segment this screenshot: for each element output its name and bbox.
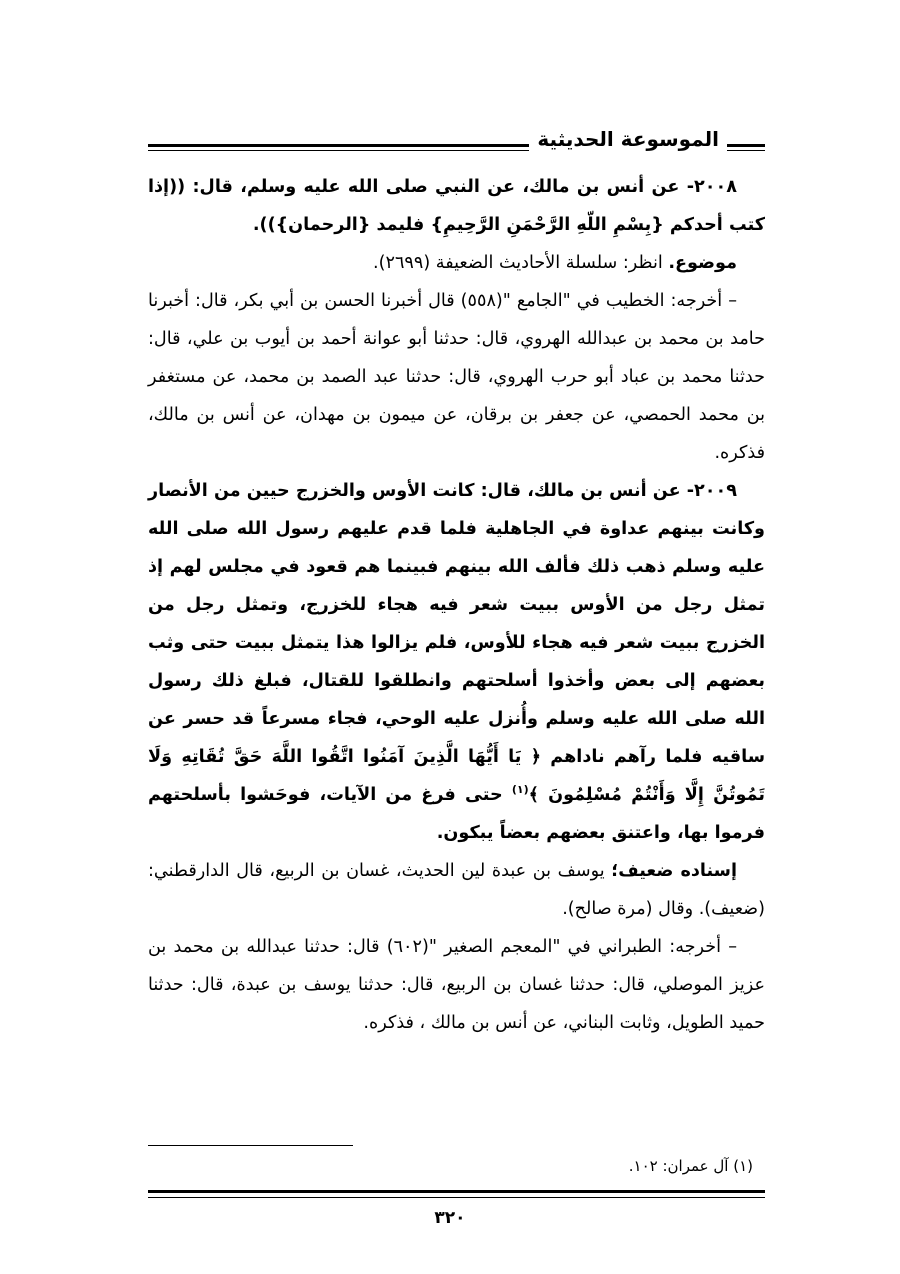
hadith-2009-ending: حتى فرغ من الآيات، فوحَشوا بأسلحتهم فرموا بها، واعتنق بعضهم بعضاً يبكون.: [148, 785, 765, 843]
hadith-2008-grade: [148, 244, 765, 282]
hadith-2009-text: [148, 472, 765, 852]
footnote: (١) آل عمران: ١٠٢.: [628, 1157, 753, 1175]
quran-verse: ﴿ يَا أَيُّهَا الَّذِينَ آمَنُوا اتَّقُوا اللَّهَ حَقَّ تُقَاتِهِ وَلَا تَمُوتُنَّ إِلَّا وَأَنْتُمْ مُسْلِمُونَ ﴾: [148, 747, 765, 805]
footer-rule-thin: [148, 1197, 765, 1198]
isnad-text: يوسف بن عبدة لين الحديث، غسان بن الربيع، قال الدارقطني: (ضعيف). وقال (مرة صالح).: [148, 861, 765, 919]
grade-text: انظر: سلسلة الأحاديث الضعيفة (٢٦٩٩).: [373, 253, 669, 273]
footer-rule: [148, 1190, 765, 1193]
page-number: ٣٢٠: [434, 1208, 466, 1228]
page-content: [148, 118, 765, 1042]
hadith-2009-takhrij: – أخرجه: الطبراني في "المعجم الصغير "(٦٠٢) قال: حدثنا عبدالله بن محمد بن عزيز الموصلي، قال: حدثنا غسان بن الربيع، قال: حدثنا يوسف بن عبدة، قال: حدثنا حميد الطويل، وثابت البناني، عن أنس بن مالك ، فذكره.: [148, 937, 765, 1033]
footnote-separator: [148, 1145, 353, 1146]
isnad-label: إسناده ضعيف؛: [611, 861, 738, 881]
grade-label: موضوع.: [668, 253, 737, 273]
footnote-ref[interactable]: (١): [511, 783, 529, 797]
hadith-2008-text: ٢٠٠٨- عن أنس بن مالك، عن النبي صلى الله عليه وسلم، قال: ((إذا كتب أحدكم {بِسْمِ اللّهِ الرَّحْمَنِ الرَّحِيمِ} فليمد {الرحمان})).: [148, 177, 765, 235]
running-header: [148, 118, 765, 158]
main-text: [148, 168, 765, 1042]
hadith-2009-narration: ٢٠٠٩- عن أنس بن مالك، قال: كانت الأوس والخزرج حيين من الأنصار وكانت بينهم عداوة في الجاهلية فلما قدم عليهم رسول الله صلى الله عليه وسلم ذهب ذلك فألف الله بينهم فبينما هم قعود في مجلس لهم إذ تمثل رجل من الأوس ببيت شعر فيه هجاء للخزرج، وتمثل رجل من الخزرج ببيت شعر فيه هجاء للأوس، فلم يزالوا هذا يتمثل ببيت حتى وثب بعضهم إلى بعض وأخذوا أسلحتهم وانطلقوا للقتال، فبلغ ذلك رسول الله صلى الله عليه وسلم وأُنزل عليه الوحي، فجاء مسرعاً قد حسر عن ساقيه فلما رآهم ناداهم: [148, 481, 765, 767]
header-title: الموسوعة الحديثية: [529, 124, 727, 154]
hadith-2009-isnad: [148, 852, 765, 928]
hadith-2008-takhrij: – أخرجه: الخطيب في "الجامع "(٥٥٨) قال أخبرنا الحسن بن أبي بكر، قال: أخبرنا حامد بن محمد بن عبدالله الهروي، قال: حدثنا أبو عوانة أحمد بن أيوب بن علي، قال: حدثنا محمد بن عباد أبو حرب الهروي، قال: حدثنا عبد الصمد بن محمد، عن مستغفر بن محمد الحمصي، عن جعفر بن برقان، عن ميمون بن مهدان، عن أنس بن مالك، فذكره.: [148, 291, 765, 463]
